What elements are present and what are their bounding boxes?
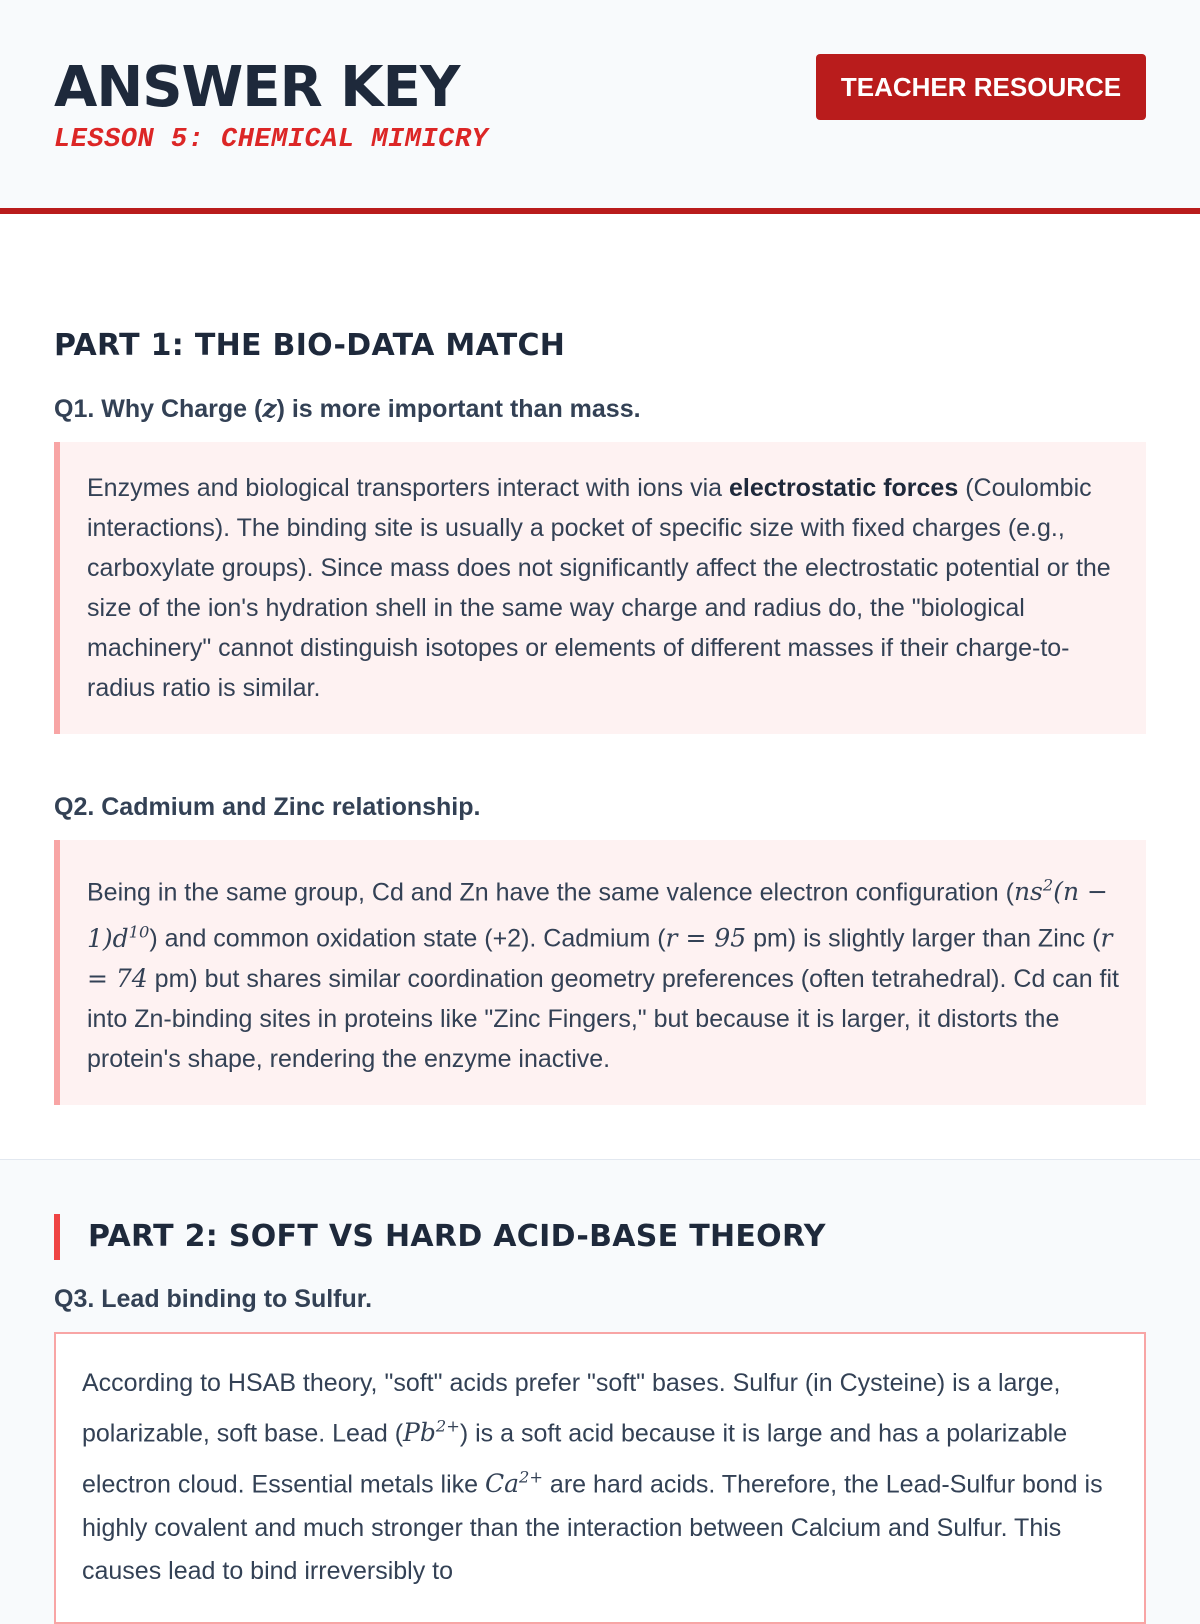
- page-title: ANSWER KEY: [54, 55, 460, 120]
- answer-1-box: Enzymes and biological transporters interact with ions via electrostatic forces (Coulombic interactions). The binding site is usually a pocket of specific size with fixed charges (e.g., carboxylate groups). Since mass does not significantly affect the electrostatic potential or the size of the ion's hydration shell in the same way charge and radius do, the "biological machinery" cannot distinguish isotopes or elements of different masses if their charge-to-radius ratio is similar.: [54, 442, 1146, 734]
- electron-configuration: $ns^2(n - 1)d^{10}$: [87, 876, 1108, 953]
- part-1-section: [0, 214, 1200, 1160]
- part-2-section: [0, 1160, 1200, 1624]
- question-1-label: Q1. Why Charge (z) is more important than mass.: [54, 394, 641, 423]
- emphasis-electrostatic-forces: electrostatic forces: [728, 474, 959, 502]
- zinc-radius: r = 74: [87, 923, 1113, 993]
- calcium-ion: $Ca^{2+}$: [484, 1467, 543, 1499]
- question-2-label: Q2. Cadmium and Zinc relationship.: [54, 793, 481, 821]
- teacher-resource-badge: TEACHER RESOURCE: [816, 54, 1146, 120]
- lead-ion: $Pb^{2+}$: [403, 1417, 460, 1448]
- charge-variable: z: [262, 394, 277, 423]
- lesson-subtitle: LESSON 5: CHEMICAL MIMICRY: [54, 125, 489, 155]
- question-3-label: Q3. Lead binding to Sulfur.: [54, 1284, 373, 1313]
- answer-3-box: According to HSAB theory, "soft" acids prefer "soft" bases. Sulfur (in Cysteine) is a large, polarizable, soft base. Lead $(Pb^{2+})$ is a soft acid because it is large and has a polarizable electron cloud. Essential metals like $Ca^{2+}$ are hard acids. Therefore, the Lead-Sulfur bond is highly covalent and much stronger than the interaction between Calcium and Sulfur. This causes lead to bind irreversibly to: [54, 1332, 1146, 1624]
- part-2-heading: PART 2: SOFT VS HARD ACID-BASE THEORY: [54, 1214, 1146, 1260]
- answer-2-box: Being in the same group, Cd and Zn have the same valence electron configuration $(ns^2(n - 1)d^{10})$ and common oxidation state (+2). Cadmium (r = 95 pm) is slightly larger than Zinc (r = 74 pm) but shares similar coordination geometry preferences (often tetrahedral). Cd can fit into Zn-binding sites in proteins like "Zinc Fingers," but because it is larger, it distorts the protein's shape, rendering the enzyme inactive.: [54, 840, 1146, 1105]
- cadmium-radius: r = 95: [665, 923, 747, 953]
- page-header: [0, 0, 1200, 214]
- part-1-heading: PART 1: THE BIO-DATA MATCH: [54, 328, 566, 363]
